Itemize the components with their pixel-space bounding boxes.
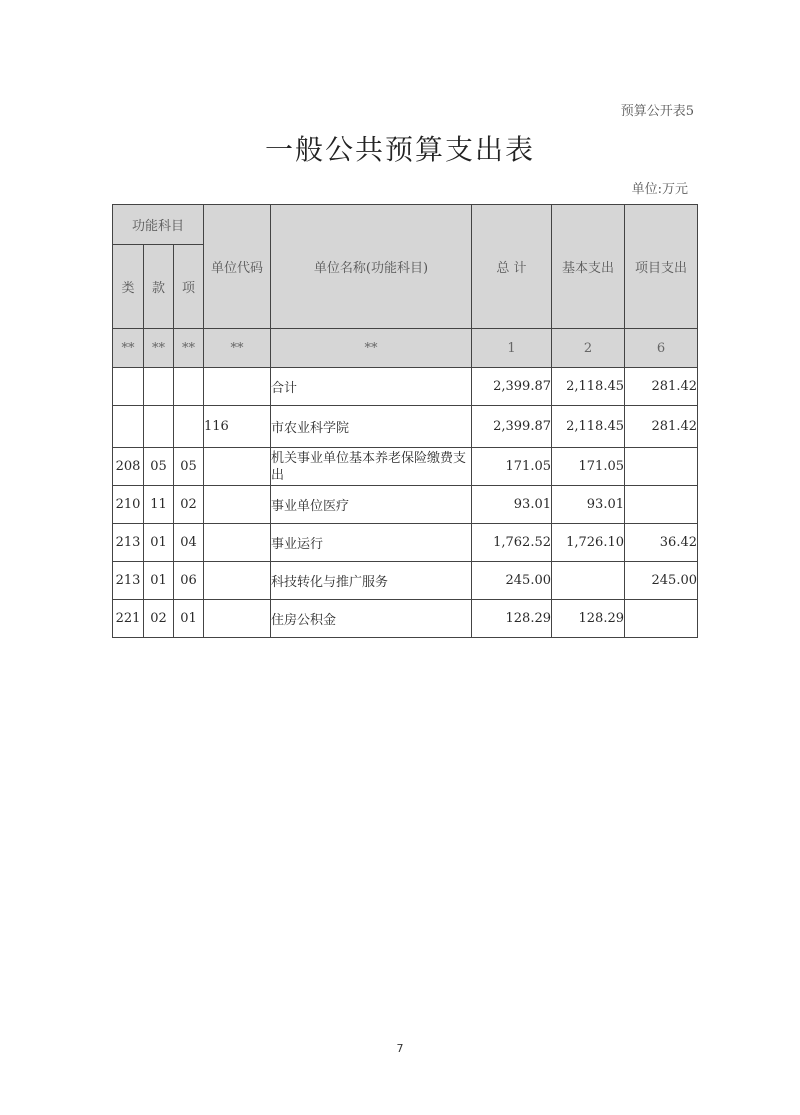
header-unit-code: 单位代码	[204, 205, 271, 329]
cell-lei: 213	[113, 524, 144, 562]
header-lei: 类	[113, 245, 144, 329]
marker-cell: 6	[625, 329, 698, 368]
cell-project: 281.42	[625, 406, 698, 448]
cell-code	[204, 524, 271, 562]
cell-name: 事业运行	[271, 524, 472, 562]
cell-lei: 213	[113, 562, 144, 600]
cell-basic: 2,118.45	[552, 368, 625, 406]
cell-basic	[552, 562, 625, 600]
marker-cell: **	[113, 329, 144, 368]
marker-cell: **	[271, 329, 472, 368]
budget-table	[112, 204, 698, 638]
table-row	[113, 600, 698, 638]
cell-project: 281.42	[625, 368, 698, 406]
cell-lei: 221	[113, 600, 144, 638]
marker-cell: 2	[552, 329, 625, 368]
cell-total: 171.05	[472, 448, 552, 486]
cell-code: 116	[204, 406, 271, 448]
form-number: 预算公开表5	[620, 104, 694, 119]
cell-project	[625, 486, 698, 524]
cell-xiang: 01	[174, 600, 204, 638]
marker-cell: **	[174, 329, 204, 368]
cell-kuan: 11	[144, 486, 174, 524]
cell-kuan: 01	[144, 524, 174, 562]
cell-xiang: 06	[174, 562, 204, 600]
table-row	[113, 406, 698, 448]
cell-total: 245.00	[472, 562, 552, 600]
cell-basic: 1,726.10	[552, 524, 625, 562]
table-row	[113, 524, 698, 562]
cell-xiang: 05	[174, 448, 204, 486]
cell-kuan: 05	[144, 448, 174, 486]
cell-basic: 128.29	[552, 600, 625, 638]
cell-basic: 2,118.45	[552, 406, 625, 448]
table-row	[113, 368, 698, 406]
cell-xiang: 04	[174, 524, 204, 562]
cell-lei	[113, 368, 144, 406]
header-xiang: 项	[174, 245, 204, 329]
cell-xiang	[174, 406, 204, 448]
cell-kuan: 02	[144, 600, 174, 638]
page-title: 一般公共预算支出表	[264, 133, 535, 166]
cell-total: 1,762.52	[472, 524, 552, 562]
cell-name: 合计	[271, 368, 472, 406]
cell-total: 2,399.87	[472, 368, 552, 406]
header-kuan: 款	[144, 245, 174, 329]
cell-project: 36.42	[625, 524, 698, 562]
cell-lei	[113, 406, 144, 448]
table-row	[113, 448, 698, 486]
cell-kuan	[144, 368, 174, 406]
cell-code	[204, 562, 271, 600]
unit-label: 单位:万元	[631, 182, 688, 197]
cell-kuan: 01	[144, 562, 174, 600]
cell-name: 市农业科学院	[271, 406, 472, 448]
marker-cell: **	[144, 329, 174, 368]
cell-code	[204, 486, 271, 524]
cell-total: 2,399.87	[472, 406, 552, 448]
header-unit-name: 单位名称(功能科目)	[271, 205, 472, 329]
cell-project: 245.00	[625, 562, 698, 600]
cell-name: 机关事业单位基本养老保险缴费支出	[271, 448, 472, 486]
cell-basic: 93.01	[552, 486, 625, 524]
cell-lei: 208	[113, 448, 144, 486]
page-number: 7	[396, 1042, 404, 1055]
header-function-subject: 功能科目	[113, 205, 204, 245]
marker-cell: **	[204, 329, 271, 368]
cell-xiang	[174, 368, 204, 406]
marker-cell: 1	[472, 329, 552, 368]
cell-code	[204, 600, 271, 638]
cell-name: 科技转化与推广服务	[271, 562, 472, 600]
table-row	[113, 486, 698, 524]
cell-basic: 171.05	[552, 448, 625, 486]
cell-name: 住房公积金	[271, 600, 472, 638]
table-row	[113, 562, 698, 600]
cell-project	[625, 600, 698, 638]
cell-lei: 210	[113, 486, 144, 524]
cell-name: 事业单位医疗	[271, 486, 472, 524]
cell-kuan	[144, 406, 174, 448]
header-total: 总 计	[472, 205, 552, 329]
marker-row	[113, 329, 698, 368]
header-basic: 基本支出	[552, 205, 625, 329]
cell-total: 128.29	[472, 600, 552, 638]
cell-project	[625, 448, 698, 486]
cell-code	[204, 368, 271, 406]
cell-total: 93.01	[472, 486, 552, 524]
cell-code	[204, 448, 271, 486]
cell-xiang: 02	[174, 486, 204, 524]
header-project: 项目支出	[625, 205, 698, 329]
